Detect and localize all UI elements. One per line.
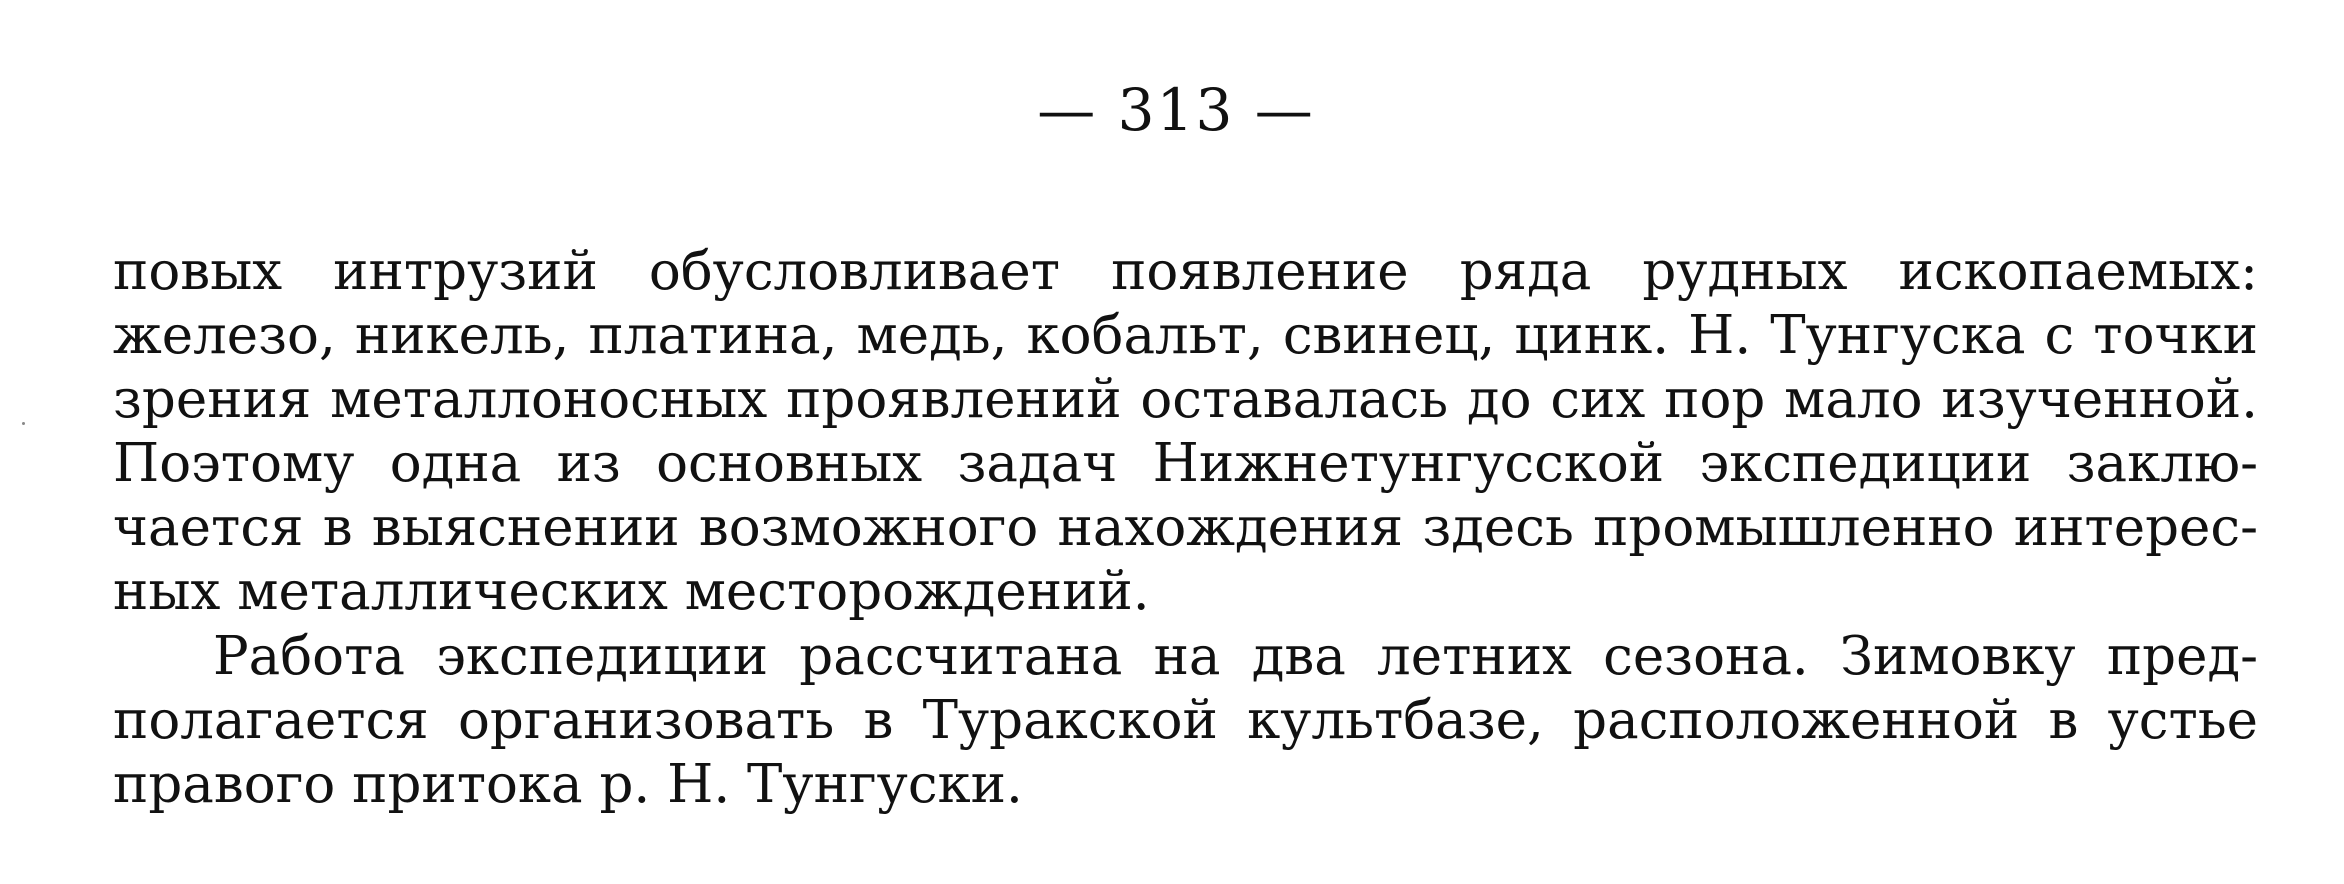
text-line: чается в выяснении возможного нахождения здесь промышленно интерес-: [113, 497, 2258, 558]
text-line: зрения металлоносных проявлений оставалась до сих пор мало изученной.: [113, 369, 2258, 430]
text-line: полагается организовать в Туракской культбазе, расположенной в устье: [113, 690, 2258, 751]
text-line-content: Работа экспедиции рассчитана на два летних сезона. Зимовку пред-: [213, 626, 2258, 687]
text-line: правого притока р. Н. Тунгуски.: [113, 754, 1023, 815]
paragraph-1: [113, 240, 2258, 624]
page-number: — 313 —: [1037, 76, 1315, 144]
text-line-indented: [113, 625, 2258, 689]
text-line: повых интрузий обусловливает появление ряда рудных ископаемых:: [113, 241, 2258, 302]
text-line: ных металлических месторождений.: [113, 561, 1150, 622]
text-line: Поэтому одна из основных задач Нижнетунгусской экспедиции заклю-: [113, 433, 2258, 494]
text-line: железо, никель, платина, медь, кобальт, свинец, цинк. Н. Тунгуска с точки: [113, 305, 2258, 366]
paragraph-2: [113, 625, 2258, 817]
margin-speck: [22, 422, 25, 425]
